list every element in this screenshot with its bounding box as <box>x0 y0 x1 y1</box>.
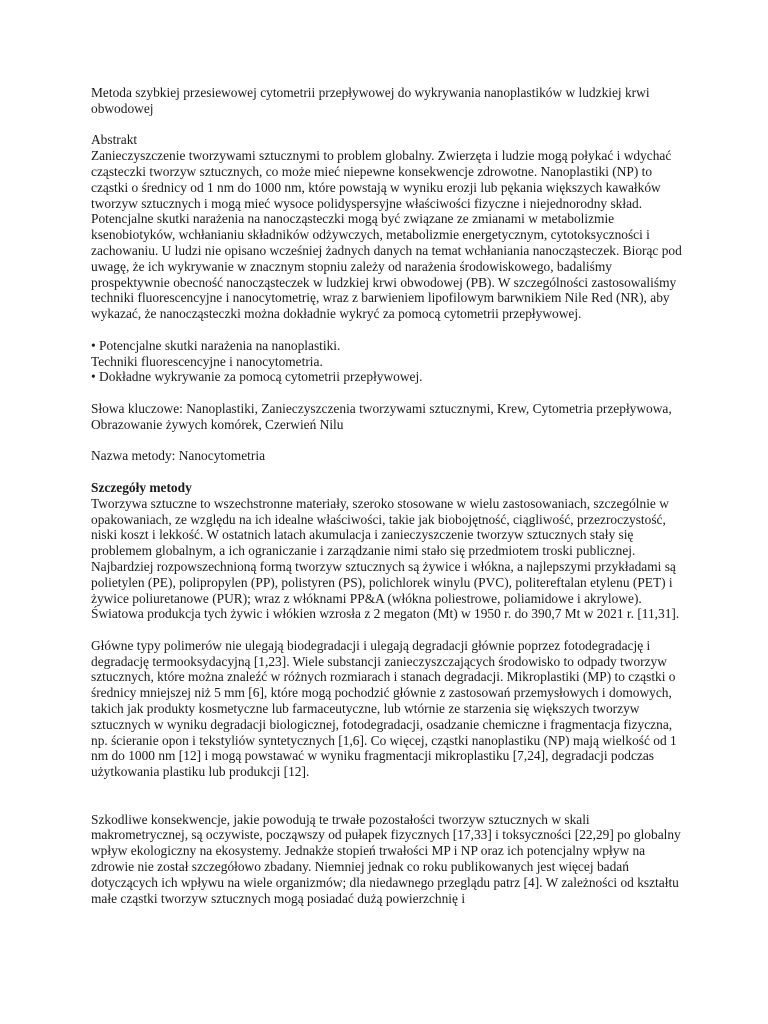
spacer <box>91 117 687 133</box>
keywords: Słowa kluczowe: Nanoplastiki, Zanieczyszczenia tworzywami sztucznymi, Krew, Cytometria przepływowa, Obrazowanie żywych komórek, Czerwień Nilu <box>91 400 672 432</box>
abstract-text: Zanieczyszczenie tworzywami sztucznymi to problem globalny. Zwierzęta i ludzie mogą połykać i wdychać cząsteczki tworzyw sztucznych, co może mieć niepewne konsekwencje zdrowotne. Nanoplastiki (NP) to cząstki o średnicy od 1 nm do 1000 nm, które powstają w wyniku erozji lub pękania większych kawałków tworzyw sztucznych i mogą mieć wysoce polidyspersyjne właściwości fizyczne i niejednorodny skład. Potencjalne skutki narażenia na nanocząsteczki mogą być związane ze zmianami w metabolizmie ksenobiotyków, wchłanianiu składników odżywczych, metabolizmie energetycznym, cytotoksyczności i zachowaniu. U ludzi nie opisano wcześniej żadnych danych na temat wchłaniania nanocząsteczek. Biorąc pod uwagę, że ich wykrywanie w znacznym stopniu zależy od narażenia środowiskowego, badaliśmy prospektywnie obecność nanocząsteczek w ludzkiej krwi obwodowej (PB). W szczególności zastosowaliśmy techniki fluorescencyjne i nanocytometrię, wraz z barwieniem lipofilowym barwnikiem Nile Red (NR), aby wykazać, że nanocząsteczki można dokładnie wykryć za pomocą cytometrii przepływowej. <box>91 148 682 322</box>
spacer <box>91 322 687 338</box>
details-heading: Szczegóły metody <box>91 479 192 495</box>
spacer <box>91 622 687 638</box>
abstract-heading: Abstrakt <box>91 132 138 148</box>
spacer <box>91 385 687 401</box>
details-paragraph-1: Tworzywa sztuczne to wszechstronne materiały, szeroko stosowane w wielu zastosowaniach, szczególnie w opakowaniach, ze względu na ich idealne właściwości, takie jak biobojętność, ciągliwość, przezroczystość, niski koszt i lekkość. W ostatnich latach akumulacja i zanieczyszczenie tworzyw sztucznych stały się problemem globalnym, a ich ograniczanie i zarządzanie nimi stało się przedmiotem troski publicznej. Najbardziej rozpowszechnioną formą tworzyw sztucznych są żywice i włókna, a najlepszymi przykładami są polietylen (PE), polipropylen (PP), polistyren (PS), polichlorek winylu (PVC), politereftalan etylenu (PET) i żywice poliuretanowe (PUR); wraz z włóknami PP&A (włókna poliestrowe, poliamidowe i akrylowe). Światowa produkcja tych żywic i włókien wzrosła z 2 megaton (Mt) w 1950 r. do 390,7 Mt w 2021 r. [11,31]. <box>91 495 680 622</box>
details-paragraph-3: Szkodliwe konsekwencje, jakie powodują te trwałe pozostałości tworzyw sztucznych w skali makrometrycznej, są oczywiste, począwszy od pułapek fizycznych [17,33] i toksyczności [22,29] po globalny wpływ ekologiczny na ekosystemy. Jednakże stopień trwałości MP i NP oraz ich potencjalny wpływ na zdrowie nie został szczegółowo zbadany. Niemniej jednak co roku publikowanych jest więcej badań dotyczących ich wpływu na wiele organizmów; dla niedawnego przeglądu patrz [4]. W zależności od kształtu małe cząstki tworzyw sztucznych mogą posiadać dużą powierzchnię i <box>91 811 681 906</box>
highlight-item: • Potencjalne skutki narażenia na nanoplastiki. <box>91 337 341 353</box>
document-title: Metoda szybkiej przesiewowej cytometrii przepływowej do wykrywania nanoplastików w ludzkiej krwi obwodowej <box>91 85 650 116</box>
document-page <box>91 85 687 906</box>
highlight-item: Techniki fluorescencyjne i nanocytometria. <box>91 353 323 369</box>
method-name: Nazwa metody: Nanocytometria <box>91 448 266 464</box>
highlight-item: • Dokładne wykrywanie za pomocą cytometrii przepływowej. <box>91 369 423 385</box>
spacer <box>91 464 687 480</box>
spacer <box>91 780 687 812</box>
details-paragraph-2: Główne typy polimerów nie ulegają biodegradacji i ulegają degradacji głównie poprzez fotodegradację i degradację termooksydacyjną [1,23]. Wiele substancji zanieczyszczających środowisko to odpady tworzyw sztucznych, które można znaleźć w różnych rozmiarach i stanach degradacji. Mikroplastiki (MP) to cząstki o średnicy mniejszej niż 5 mm [6], które mogą pochodzić głównie z zastosowań przemysłowych i domowych, takich jak produkty kosmetyczne lub farmaceutyczne, lub wtórnie ze starzenia się większych tworzyw sztucznych w wyniku degradacji biologicznej, fotodegradacji, osadzanie chemiczne i fragmentacja fizyczna, np. ścieranie opon i tekstyliów syntetycznych [1,6]. Co więcej, cząstki nanoplastiku (NP) mają wielkość od 1 nm do 1000 nm [12] i mogą powstawać w wyniku fragmentacji mikroplastiku [7,24], degradacji podczas użytkowania plastiku lub produkcji [12]. <box>91 637 677 780</box>
highlights-list <box>91 338 687 385</box>
spacer <box>91 433 687 449</box>
